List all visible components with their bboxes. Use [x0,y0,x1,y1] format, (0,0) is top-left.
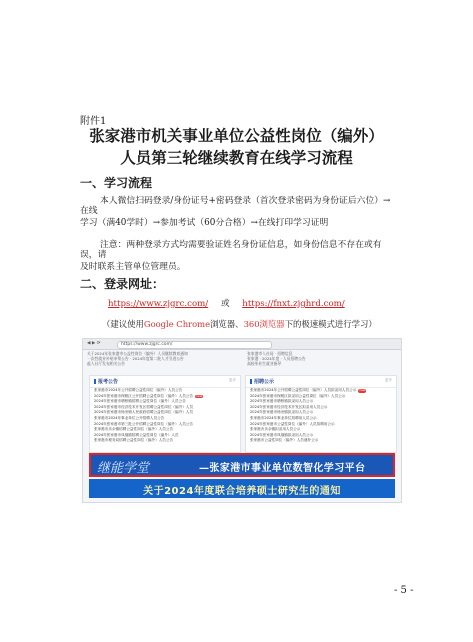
new-badge: new [196,393,203,398]
panel-title: 招聘公示 更多 [246,376,396,388]
top-news [87,351,397,371]
list-item[interactable]: 2024年张家港市凤凰镇招聘公益性岗位（编外）人员 [94,432,179,437]
or-text: 或 [220,299,230,309]
list-item[interactable]: 张家港市2024年事业单位拟聘用人员公示 [250,415,317,420]
top-news-item[interactable]: 关于2024年张家港市公益性岗位（编外）人员继续教育通知 [87,351,188,356]
section2-heading: 二、登录网址： [80,277,165,291]
list-item[interactable]: 2024年张家港市第三批公开招聘公益性岗位（编外）人员公告 [94,421,193,426]
platform-logo: 继能学堂 [97,461,150,476]
section1-para2-line2: 及时联系主管单位管理员。 [80,262,186,272]
list-item[interactable]: 张家港市乐余镇招聘公益性岗位（编外）人员公告 [94,427,174,432]
list-item[interactable]: 2024年张家港市保税区拟录用公益性岗位（编外）人员公示 [250,393,346,398]
section1-heading: 一、学习流程 [80,176,153,190]
more-link[interactable]: 更多 [228,378,236,382]
exam-notice-panel [89,375,241,453]
panel-title: 报考公告 更多 [90,376,240,388]
list-item[interactable]: 张家港市公益性岗位（编外）人员递补公示 [250,438,319,443]
top-news-item[interactable]: 盐人社厅发布相关公告 [87,361,125,366]
title-line-1: 张家港市机关事业单位公益性岗位（编外） [89,126,384,145]
address-bar[interactable]: https://www.zjgrc.com/ [117,341,272,349]
website-screenshot [82,338,402,503]
list-item[interactable]: 2024年张家港市杨舍镇人民政府招聘公益性岗位（编外）人员 [94,410,193,415]
browser-bar [83,339,401,350]
section1-para1-line2: 学习（满40学时）→参加考试（60分合格）→在线打印学习证明 [80,218,329,228]
top-news-right [247,351,397,366]
list-item[interactable]: 2024年张家港市塘桥镇招聘公益性岗位（编外）人员公告 [94,399,186,404]
list-item[interactable]: 张家港市2024年事业单位公开招聘人员公告 [94,415,165,420]
page-number: - 5 - [394,585,414,596]
annex-label: 附件1 [80,116,107,127]
title-marker-icon [94,379,96,384]
top-news-item[interactable]: 张家港市人社局 · 招聘信息 [247,351,293,356]
list-item[interactable]: 2024年张家港市杨舍镇拟录用人员公示 [250,410,314,415]
login-url-2[interactable]: https://fnxt.zjghrd.com/ [242,299,345,309]
note-mid: 浏览器、 [210,319,244,329]
list-item[interactable]: 2024年张家港市保税区公开招聘公益性岗位（编外）人员公告 new [94,393,203,398]
title-line-2: 人员第三轮继续教育在线学习流程 [120,148,353,167]
list-item[interactable]: 张家港市税务局招聘公益性岗位（编外）人员公告 [94,438,174,443]
note-360: 360浏览器 [243,319,285,329]
nav-arrows-icon: ◀ ▶ ⟳ [87,341,101,346]
new-badge: new [359,388,366,392]
note-chrome: Google Chrome [143,319,211,329]
list-item[interactable]: 2024年张家港市经济技术开发区拟录用人员公示 [250,404,328,409]
section1-para2-line1: 注意：两种登录方式均需要验证姓名身份证信息，如身份信息不存在或有误，请 [80,240,382,260]
note-suffix: 下的极速模式进行学习） [284,319,377,329]
top-news-left [87,351,237,366]
list-item[interactable]: 张家港市2024年公开招聘公益性岗位（编外）人员公告 [94,388,183,392]
note-prefix: （建议使用 [102,319,144,329]
login-urls [108,297,345,309]
recruit-notice-panel [245,375,397,453]
list-item[interactable]: 2024年张家港市经济技术开发区招聘公益性岗位（编外）人员 [94,404,193,409]
list-item[interactable]: 张家港市乐余镇拟录用人员公示 [250,427,301,432]
platform-banner[interactable] [89,453,395,477]
top-news-item[interactable]: 高校毕业生就业指导 [247,361,282,366]
list-item[interactable]: 2024年张家港市公益性岗位（编外）人员拟聘用公示 [250,421,335,426]
notice-banner[interactable] [89,479,395,498]
list-item[interactable]: 张家港市2024年公开招聘公益性岗位（编外）人员拟录用人员公示 new [250,388,366,392]
login-url-1[interactable]: https://www.zjgrc.com/ [108,299,209,309]
browser-note [102,318,377,330]
list-item[interactable]: 2024年张家港市塘桥镇拟录用人员公示 [250,399,314,404]
title-marker-icon [250,379,252,384]
platform-banner-text: —张家港市事业单位数智化学习平台 [199,463,366,474]
notice-banner-text: 关于2024年度联合培养硕士研究生的通知 [143,486,341,497]
top-news-item[interactable]: 张家港 · 2024年度 · 人员招聘公告 [247,356,306,361]
more-link[interactable]: 更多 [384,378,392,382]
list-item[interactable]: 2024年张家港市凤凰镇拟录用人员公示 [250,432,314,437]
section1-para1-line1: 本人微信扫码登录/身份证号+密码登录（首次登录密码为身份证后六位）→在线 [80,196,391,216]
top-news-item[interactable]: 一次性就业补贴申领公告 · 2024年度第二批人才引进公告 [87,356,184,361]
